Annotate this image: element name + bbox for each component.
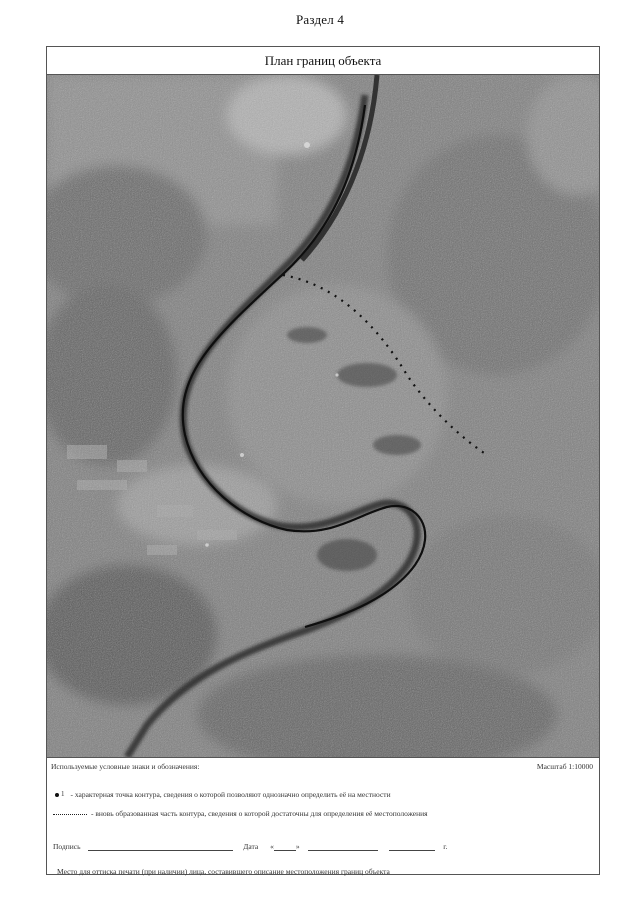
legend-section bbox=[47, 757, 599, 874]
legend-item-point bbox=[53, 790, 591, 799]
legend-item-dashed bbox=[53, 809, 591, 819]
point-number: 1 bbox=[61, 790, 65, 798]
stamp-note: Место для оттиска печати (при наличии) лица, составившего описание местоположения границ объекта bbox=[57, 867, 390, 876]
signature-row bbox=[53, 842, 593, 851]
scale-label: Масштаб 1:10000 bbox=[536, 762, 593, 771]
date-label: Дата bbox=[243, 842, 259, 851]
legend-heading: Используемые условные знаки и обозначения: bbox=[51, 762, 200, 771]
year-line[interactable] bbox=[389, 842, 435, 851]
signature-line[interactable] bbox=[88, 842, 233, 851]
plan-title: План границ объекта bbox=[47, 47, 599, 75]
signature-label: Подпись bbox=[53, 842, 81, 851]
quote-open: « bbox=[270, 842, 274, 851]
point-marker-icon bbox=[55, 793, 59, 797]
year-suffix: г. bbox=[443, 842, 448, 851]
document-frame bbox=[46, 46, 600, 875]
aerial-photo bbox=[47, 75, 599, 757]
aerial-map bbox=[47, 75, 599, 758]
month-line[interactable] bbox=[308, 842, 378, 851]
section-title: Раздел 4 bbox=[295, 12, 345, 27]
dashed-line-icon bbox=[53, 814, 87, 815]
day-line[interactable] bbox=[274, 842, 296, 851]
quote-close: » bbox=[295, 842, 300, 851]
point-description: - характерная точка контура, сведения о которой позволяют однозначно определить её на местности bbox=[70, 790, 391, 799]
dashed-description: - вновь образованная часть контура, сведения о которой достаточны для определения её местоположения bbox=[91, 809, 428, 818]
